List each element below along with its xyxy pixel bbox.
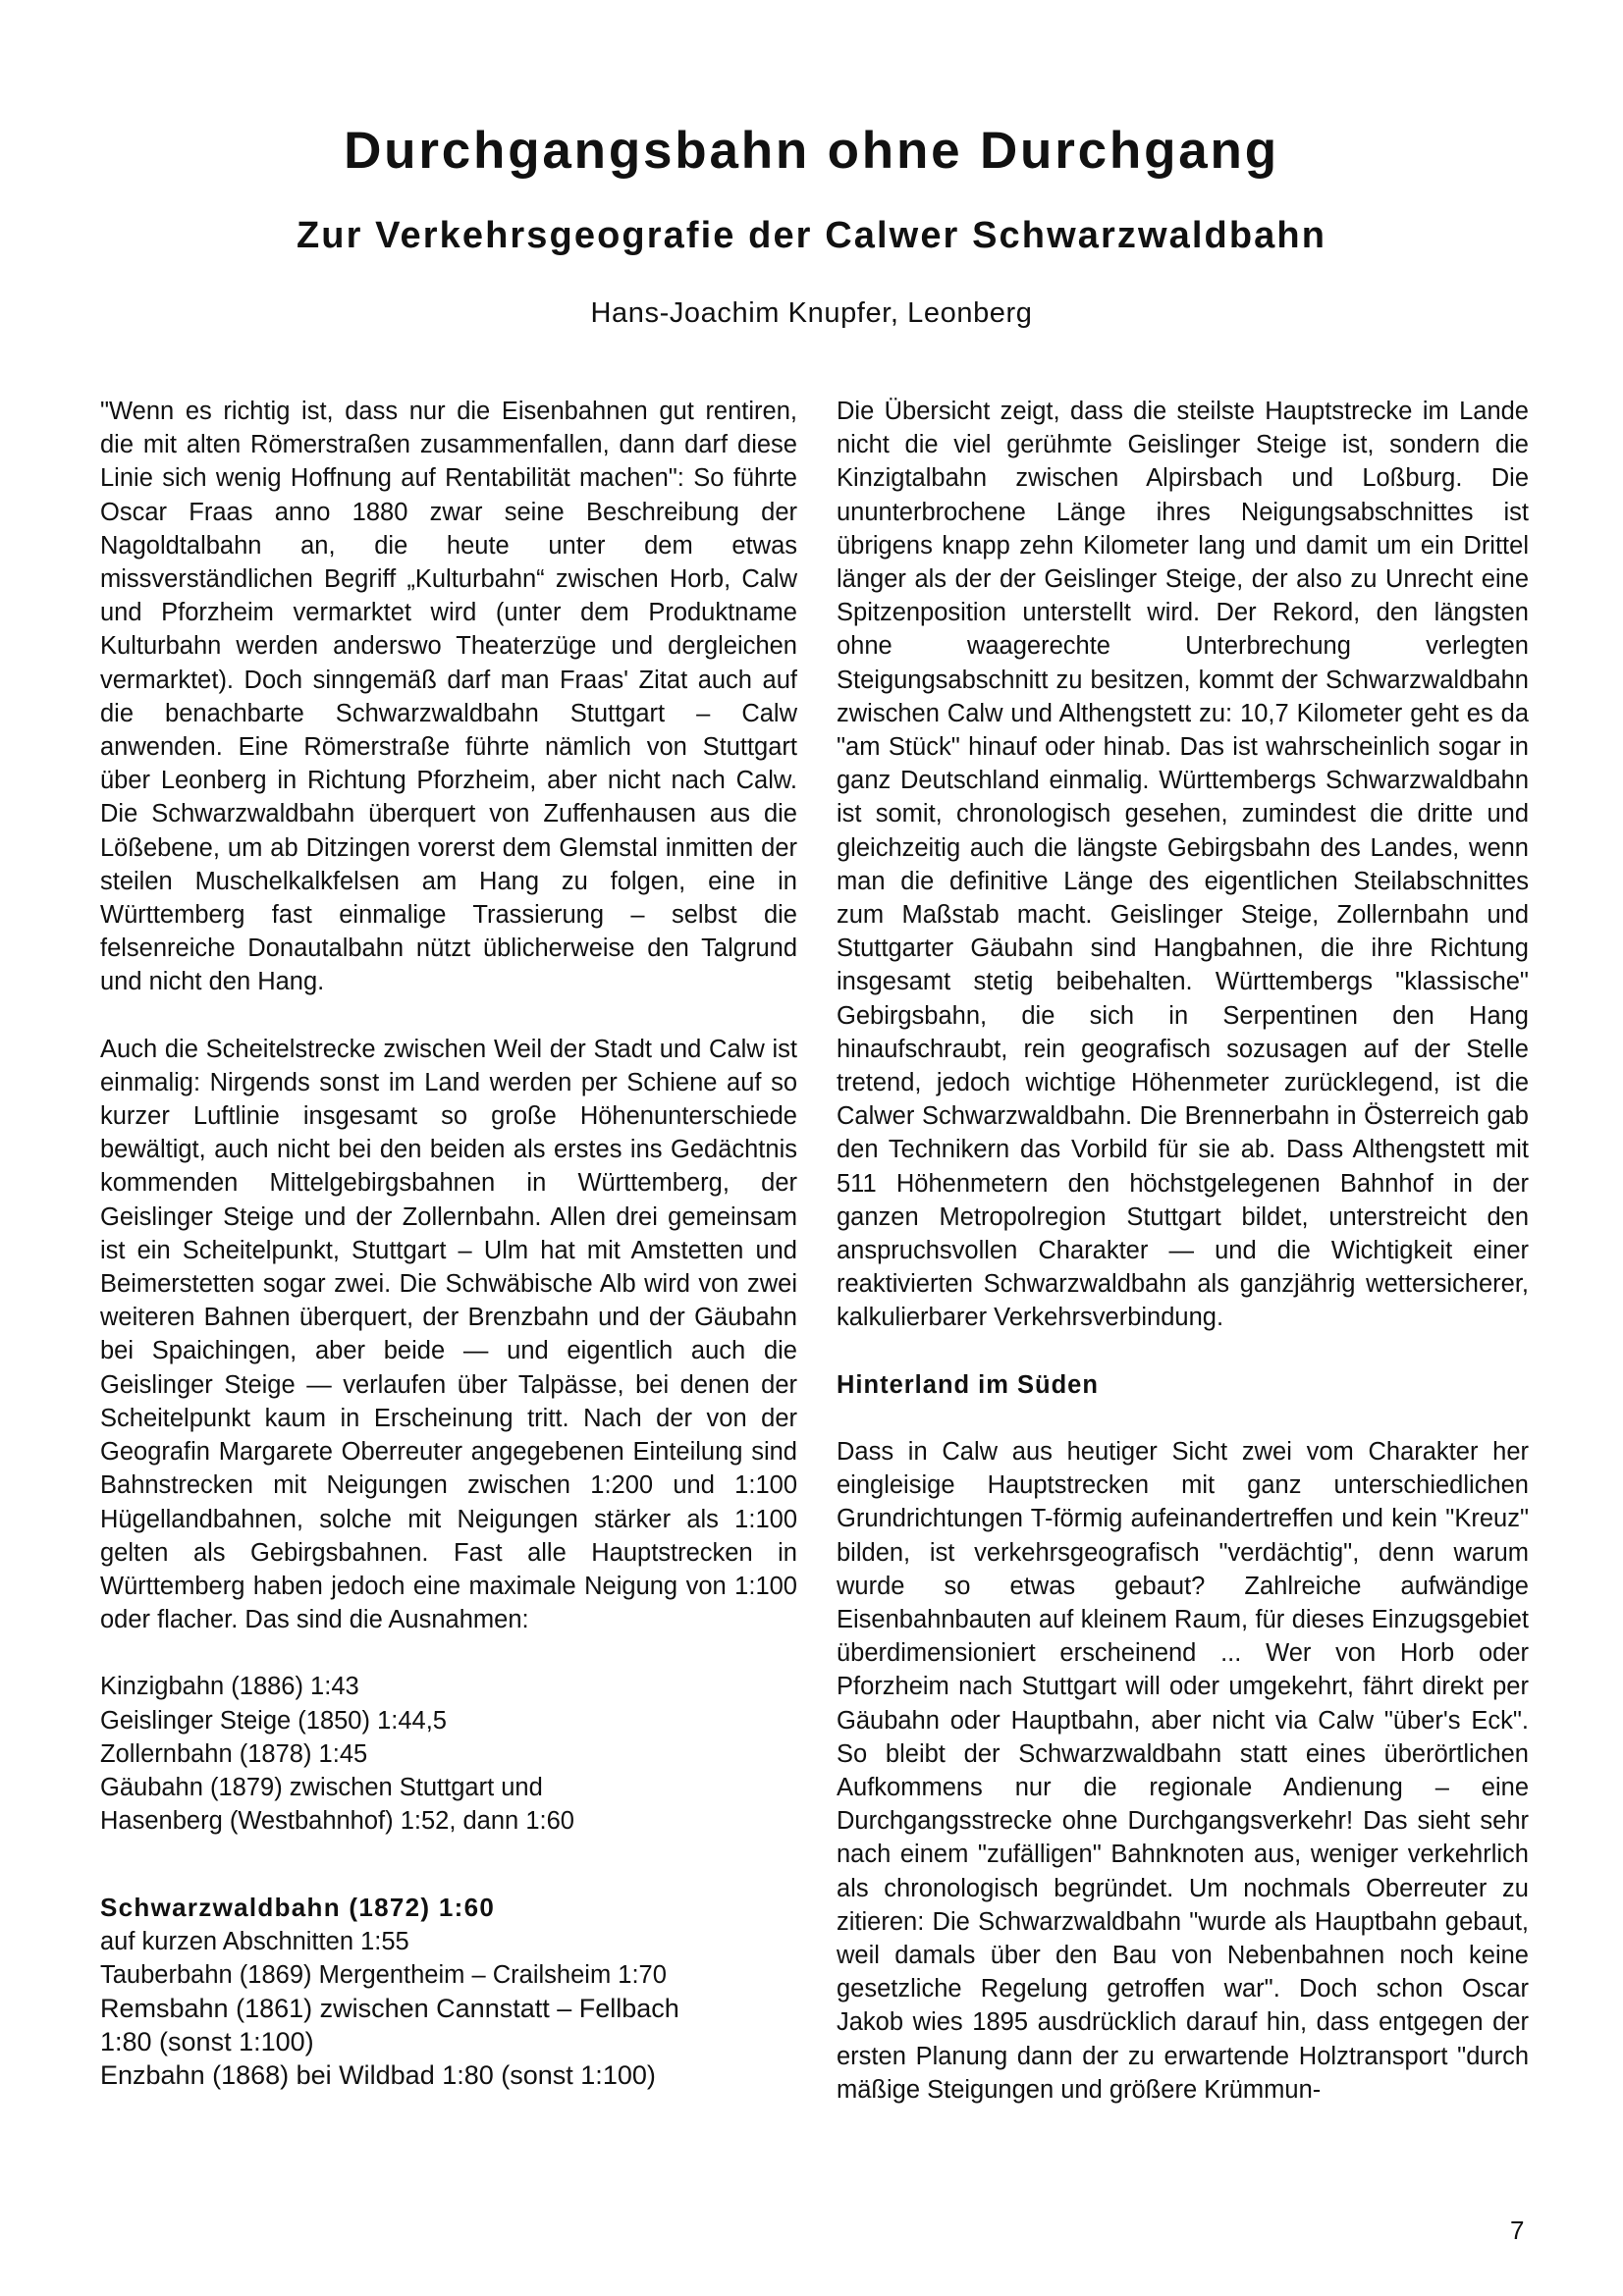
list-item: Kinzigbahn (1886) 1:43 bbox=[100, 1673, 359, 1701]
list-item: Geislinger Steige (1850) 1:44,5 bbox=[100, 1706, 447, 1735]
list-item: 1:80 (sonst 1:100) bbox=[100, 2027, 314, 2057]
gradient-list-1 bbox=[100, 1670, 797, 1838]
gradient-list-2 bbox=[100, 1891, 797, 2092]
list-item: Enzbahn (1868) bei Wildbad 1:80 (sonst 1:100) bbox=[100, 2060, 656, 2091]
list-item-bold: Schwarzwaldbahn (1872) 1:60 bbox=[100, 1893, 496, 1923]
right-column bbox=[837, 395, 1529, 2107]
list-item: Remsbahn (1861) zwischen Cannstatt – Fellbach bbox=[100, 1993, 679, 2023]
left-paragraph-1: "Wenn es richtig ist, dass nur die Eisenbahnen gut rentiren, die mit alten Römerstraßen zusammenfallen, dann darf diese Linie sich wenig Hoffnung auf Rentabilität machen": So führte Oscar Fraas anno 1880 zwar seine Beschreibung der Nagoldtalbahn an, die heute unter dem etwas missverständlichen Begriff „Kulturbahn“ zwischen Horb, Calw und Pforzheim vermarktet wird (unter dem Produktname Kulturbahn werden anderswo Theaterzüge und dergleichen vermarktet). Doch sinngemäß darf man Fraas' Zitat auch auf die benachbarte Schwarzwaldbahn Stuttgart – Calw anwenden. Eine Römerstraße führte nämlich von Stuttgart über Leonberg in Richtung Pforzheim, aber nicht nach Calw. Die Schwarzwaldbahn überquert von Zuffenhausen aus die Lößebene, um ab Ditzingen vorerst dem Glemstal inmitten der steilen Muschelkalkfelsen am Hang zu folgen, eine in Württemberg fast einmalige Trassierung – selbst die felsenreiche Donautalbahn nützt üblicherweise den Talgrund und nicht den Hang. bbox=[100, 398, 797, 996]
article-author: Hans-Joachim Knupfer, Leonberg bbox=[590, 297, 1033, 329]
article-title: Durchgangsbahn ohne Durchgang bbox=[344, 122, 1279, 180]
right-paragraph-2: Dass in Calw aus heutiger Sicht zwei vom Charakter her eingleisige Hauptstrecken mit ganz unterschiedlichen Grundrichtungen T-förmig aufeinandertreffen und kein "Kreuz" bilden, ist verkehrsgeografisch "verdächtig", denn warum wurde so etwas gebaut? Zahlreiche aufwändige Eisenbahnbauten auf kleinem Raum, für dieses Einzugsgebiet überdimensioniert erscheinend ... Wer von Horb oder Pforzheim nach Stuttgart will oder umgekehrt, fährt direkt per Gäubahn oder Hauptbahn, aber nicht via Calw "über's Eck". So bleibt der Schwarzwaldbahn statt eines überörtlichen Aufkommens nur die regionale Andienung – eine Durchgangsstrecke ohne Durchgangsverkehr! Das sieht sehr nach einem "zufälligen" Bahnknoten aus, weniger verkehrlich als chronologisch begründet. Um nochmals Oberreuter zu zitieren: Die Schwarzwaldbahn "wurde als Hauptbahn gebaut, weil damals über den Bau von Nebenbahnen noch keine gesetzliche Regelung getroffen war". Doch schon Oscar Jakob wies 1895 ausdrücklich darauf hin, dass entgegen der ersten Planung dann der zu erwartende Holztransport "durch mäßige Steigungen und größere Krümmun- bbox=[837, 1437, 1529, 2104]
list-item: auf kurzen Abschnitten 1:55 bbox=[100, 1927, 409, 1955]
right-paragraph-1: Die Übersicht zeigt, dass die steilste Hauptstrecke im Lande nicht die viel gerühmte Geislinger Steige ist, sondern die Kinzigtalbahn zwischen Alpirsbach und Loßburg. Die ununterbrochene Länge ihres Neigungsabschnittes ist übrigens knapp zehn Kilometer lang und damit um ein Drittel länger als der der Geislinger Steige, der also zu Unrecht eine Spitzenposition unterstellt wird. Der Rekord, den längsten ohne waagerechte Unterbrechung verlegten Steigungsabschnitt zu besitzen, kommt der Schwarzwaldbahn zwischen Calw und Althengstett zu: 10,7 Kilometer geht es da "am Stück" hinauf oder hinab. Das ist wahrscheinlich sogar in ganz Deutschland einmalig. Württembergs Schwarzwaldbahn ist somit, chronologisch gesehen, zumindest die dritte und gleichzeitig auch die längste Gebirgsbahn des Landes, wenn man die definitive Länge des eigentlichen Steilabschnittes zum Maßstab macht. Geislinger Steige, Zollernbahn und Stuttgarter Gäubahn sind Hangbahnen, die ihre Richtung insgesamt stetig beibehalten. Württembergs "klassische" Gebirgsbahn, die sich in Serpentinen den Hang hinaufschraubt, rein geografisch sozusagen auf der Stelle tretend, jedoch wichtige Höhenmeter zurücklegend, ist die Calwer Schwarzwaldbahn. Die Brennerbahn in Österreich gab den Technikern das Vorbild für sie ab. Dass Althengstett mit 511 Höhenmetern den höchstgelegenen Bahnhof in der ganzen Metropolregion Stuttgart bildet, unterstreicht den anspruchsvollen Charakter — und die Wichtigkeit einer reaktivierten Schwarzwaldbahn als ganzjährig wettersicherer, kalkulierbarer Verkehrsverbindung. bbox=[837, 398, 1529, 1332]
left-column bbox=[100, 395, 797, 2093]
page-number: 7 bbox=[1510, 2216, 1525, 2245]
section-heading: Hinterland im Süden bbox=[837, 1370, 1099, 1399]
list-item: Tauberbahn (1869) Mergentheim – Crailsheim 1:70 bbox=[100, 1960, 667, 1989]
article-subtitle: Zur Verkehrsgeografie der Calwer Schwarzwaldbahn bbox=[297, 215, 1326, 256]
left-paragraph-2: Auch die Scheitelstrecke zwischen Weil der Stadt und Calw ist einmalig: Nirgends sonst im Land werden per Schiene auf so kurzer Luftlinie insgesamt so große Höhenunterschiede bewältigt, auch nicht bei den beiden als erstes ins Gedächtnis kommenden Mittelgebirgsbahnen in Württemberg, der Geislinger Steige und der Zollernbahn. Allen drei gemeinsam ist ein Scheitelpunkt, Stuttgart – Ulm hat mit Amstetten und Beimerstetten sogar zwei. Die Schwäbische Alb wird von zwei weiteren Bahnen überquert, der Brenzbahn und der Gäubahn bei Spaichingen, aber beide — und eigentlich auch die Geislinger Steige — verlaufen über Talpässe, bei denen der Scheitelpunkt kaum in Erscheinung tritt. Nach der von der Geografin Margarete Oberreuter angegebenen Einteilung sind Bahnstrecken mit Neigungen zwischen 1:200 und 1:100 Hügellandbahnen, solche mit Neigungen stärker als 1:100 gelten als Gebirgsbahnen. Fast alle Hauptstrecken in Württemberg haben jedoch eine maximale Neigung von 1:100 oder flacher. Das sind die Ausnahmen: bbox=[100, 1035, 797, 1634]
list-item: Zollernbahn (1878) 1:45 bbox=[100, 1739, 368, 1768]
list-item: Hasenberg (Westbahnhof) 1:52, dann 1:60 bbox=[100, 1807, 574, 1836]
list-item: Gäubahn (1879) zwischen Stuttgart und bbox=[100, 1773, 543, 1801]
